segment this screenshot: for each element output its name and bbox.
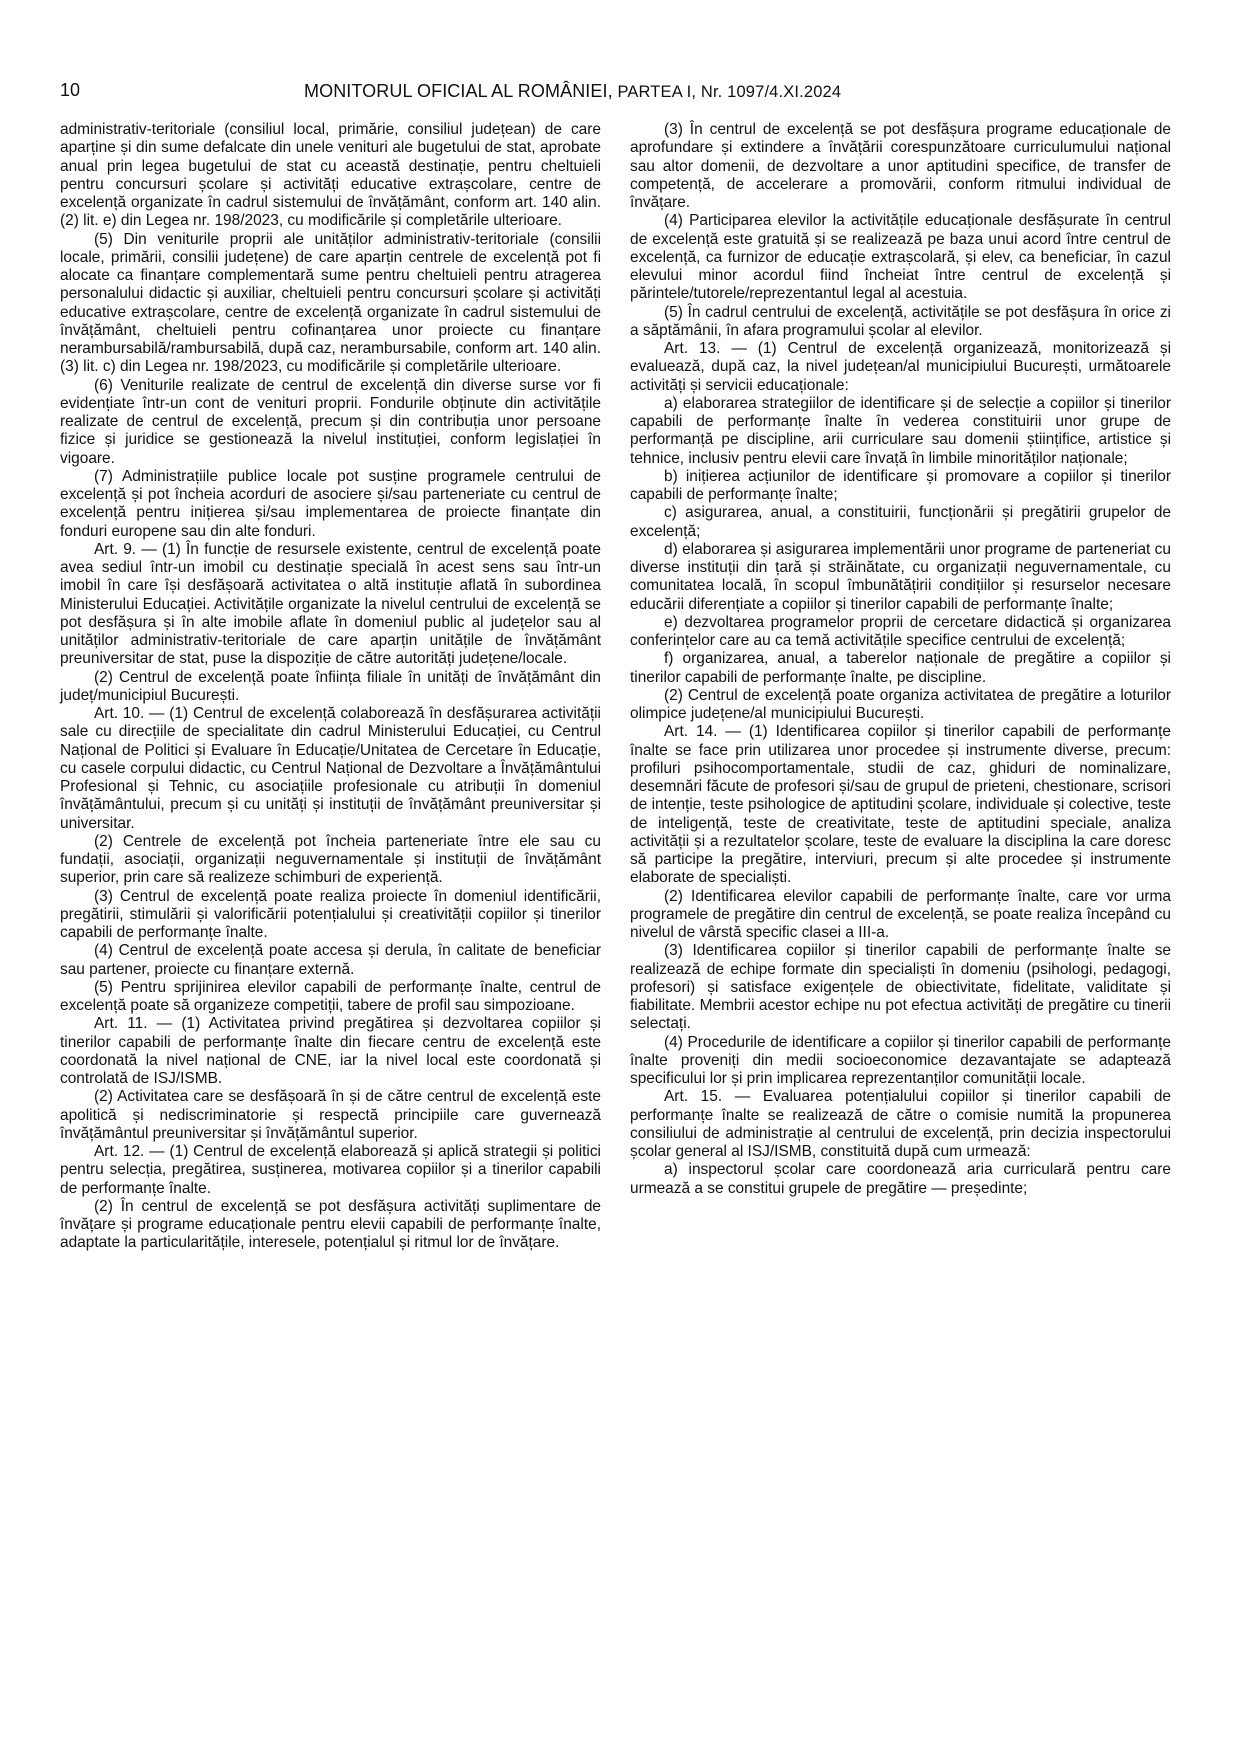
journal-title [304,80,841,103]
paragraph: (4) Procedurile de identificare a copiilor și tinerilor capabili de performanțe înalte proveniți din medii socioeconomice dezavantajate se adaptează specificului lor și prin implicarea reprezentanților comunității locale. [630,1033,1171,1087]
article-10: Art. 10. — (1) Centrul de excelență colaborează în desfășurarea activității sale cu direcțiile de specialitate din cadrul Ministerului Educației, cu Centrul Național de Politici și Evaluare în Educație/Unitatea de Cercetare în Educație, cu casele corpului didactic, cu Centrul Național de Dezvoltare a Învățământului Profesional și Tehnic, cu asociațiile profesionale cu atribuții în domeniul învățământului, precum și cu unități și instituții de învățământ preuniversitar și universitar. [60,705,601,832]
article-15: Art. 15. — Evaluarea potențialului copiilor și tinerilor capabili de performanțe înalte se realizează de către o comisie numită la propunerea consiliului de administrație al centrului de excelență, prin decizia inspectorului școlar general al ISJ/ISMB, constituită după cum urmează: [630,1088,1171,1160]
list-item: a) inspectorul școlar care coordonează aria curriculară pentru care urmează a se constitui grupele de pregătire — președinte; [630,1161,1171,1197]
paragraph: (6) Veniturile realizate de centrul de excelență din diverse surse vor fi evidențiate într-un cont de venituri proprii. Fondurile obținute din activitățile realizate de centrul de excelență, precum și din contribuția unor persoane fizice și juridice se gestionează la nivelul instituției, conform legislației în vigoare. [60,376,601,467]
paragraph: (4) Participarea elevilor la activitățile educaționale desfășurate în centrul de excelență este gratuită și se realizează pe baza unui acord între centrul de excelență, ca furnizor de educație extrașcolară, și elev, ca beneficiar, în cazul elevului minor acordul fiind încheiat între centrul de excelență și părintele/tutorele/reprezentantul legal al acestuia. [630,212,1171,303]
left-column [60,121,601,1253]
right-column [630,121,1171,1198]
list-item: f) organizarea, anual, a taberelor naționale de pregătire a copiilor și tinerilor capabili de performanțe înalte, pe discipline. [630,650,1171,686]
list-item: e) dezvoltarea programelor proprii de cercetare didactică și organizarea conferințelor care au ca temă activitățile specifice centrului de excelență; [630,613,1171,649]
issue-reference: PARTEA I, Nr. 1097/4.XI.2024 [617,83,842,101]
paragraph: (5) În cadrul centrului de excelență, activitățile se pot desfășura în orice zi a săptămânii, în afara programului școlar al elevilor. [630,303,1171,339]
paragraph: (2) În centrul de excelență se pot desfășura activități suplimentare de învățare și programe educaționale pentru elevii capabili de performanțe înalte, adaptate la particularitățile, interesele, potențialul și ritmul lor de învățare. [60,1197,601,1252]
publication-name: MONITORUL OFICIAL AL ROMÂNIEI, [304,81,613,101]
list-item: c) asigurarea, anual, a constituirii, funcționării și pregătirii grupelor de excelență; [630,504,1171,540]
list-item: b) inițierea acțiunilor de identificare și promovare a copiilor și tinerilor capabili de performanțe înalte; [630,467,1171,503]
paragraph: (3) Centrul de excelență poate realiza proiecte în domeniul identificării, pregătirii, stimulării și valorificării potențialului și creativității copiilor și tinerilor capabili de performanțe înalte. [60,887,601,941]
paragraph: (5) Din veniturile proprii ale unităților administrativ-teritoriale (consilii locale, primării, consilii județene) de care aparțin centrele de excelență pot fi alocate ca finanțare complementară sume pentru cheltuieli pentru atragerea personalului didactic și auxiliar, cheltuieli pentru concursuri școlare și activități educative extrașcolare, centre de excelență organizate în cadrul sistemului de învățământ, cheltuieli pentru cofinanțarea unor proiecte cu finanțare nerambursabilă/rambursabilă, după caz, nerambursabile, conform art. 140 alin. (3) lit. c) din Legea nr. 198/2023, cu modificările și completările ulterioare. [60,230,601,376]
list-item: a) elaborarea strategiilor de identificare și de selecție a copiilor și tinerilor capabili de performanțe înalte în vederea constituirii unor grupe de performanță pe discipline, arii curriculare sau domenii științifice, artistice și tehnice, inclusiv pentru elevii care învață în limbile minorităților naționale; [630,394,1171,467]
paragraph: (7) Administrațiile publice locale pot susține programele centrului de excelență și pot încheia acorduri de asociere și/sau parteneriate cu centrul de excelență pentru inițierea și/sau implementarea de proiecte finanțate din fonduri europene sau din alte fonduri. [60,467,601,540]
paragraph: (2) Activitatea care se desfășoară în și de către centrul de excelență este apolitică și nediscriminatorie și respectă principiile care guvernează învățământul preuniversitar și învățământul superior. [60,1088,601,1142]
article-9: Art. 9. — (1) În funcție de resursele existente, centrul de excelență poate avea sediul într-un imobil cu destinație specială în acest sens sau într-un imobil în care își desfășoară activitatea o altă instituție aflată în subordinea Ministerului Educației. Activitățile organizate la nivelul centrului de excelență se pot desfășura și în alte imobile aflate în domeniul public al județelor sau al unităților administrativ-teritoriale de care aparțin unitățile de învățământ preuniversitar de stat, puse la dispoziție de către autorități județene/locale. [60,540,601,668]
paragraph: (3) În centrul de excelență se pot desfășura programe educaționale de aprofundare și extindere a învățării corespunzătoare curriculumului național sau altor domenii, de dezvoltare a unor aptitudini specifice, de transfer de competență, de accelerare a promovării, conform ritmului individual de învățare. [630,121,1171,211]
article-11: Art. 11. — (1) Activitatea privind pregătirea și dezvoltarea copiilor și tinerilor capabili de performanțe înalte din fiecare centru de excelență este coordonată la nivel național de CNE, iar la nivel local este coordonată și controlată de ISJ/ISMB. [60,1015,601,1087]
article-13: Art. 13. — (1) Centrul de excelență organizează, monitorizează și evaluează, după caz, la nivel județean/al municipiului București, următoarele activități și servicii educaționale: [630,340,1171,394]
paragraph: (2) Identificarea elevilor capabili de performanțe înalte, care vor urma programele de pregătire din centrul de excelență, se poate realiza începând cu nivelul de vârstă specific clasei a III-a. [630,887,1171,941]
page-header [60,78,1200,104]
article-12: Art. 12. — (1) Centrul de excelență elaborează și aplică strategii și politici pentru selecția, pregătirea, susținerea, motivarea copiilor și a tinerilor capabili de performanțe înalte. [60,1143,601,1197]
paragraph: (2) Centrul de excelență poate înființa filiale în unități de învățământ din județ/municipiul București. [60,668,601,704]
paragraph: (2) Centrele de excelență pot încheia parteneriate între ele sau cu fundații, asociații, organizații neguvernamentale și instituții de învățământ superior, prin care să realizeze schimburi de experiență. [60,832,601,887]
paragraph: (2) Centrul de excelență poate organiza activitatea de pregătire a loturilor olimpice județene/al municipiului București. [630,686,1171,722]
paragraph: (5) Pentru sprijinirea elevilor capabili de performanțe înalte, centrul de excelență poate să organizeze competiții, tabere de profil sau simpozioane. [60,978,601,1014]
paragraph: (4) Centrul de excelență poate accesa și derula, în calitate de beneficiar sau partener, proiecte cu finanțare externă. [60,942,601,978]
paragraph: administrativ-teritoriale (consiliul local, primărie, consiliul județean) de care aparține și din sume defalcate din unele venituri ale bugetului de stat, aprobate anual prin legea bugetului de stat cu această destinație, pentru cheltuieli pentru concursuri școlare și activități educative extrașcolare, centre de excelență organizate în cadrul sistemului de învățământ, conform art. 140 alin. (2) lit. e) din Legea nr. 198/2023, cu modificările și completările ulterioare. [60,121,601,230]
paragraph: (3) Identificarea copiilor și tinerilor capabili de performanțe înalte se realizează de echipe formate din specialiști în domeniu (psihologi, pedagogi, profesori) și satisface exigențele de obiectivitate, fidelitate, validitate și fiabilitate. Membrii acestor echipe nu pot efectua activități de pregătire cu tinerii selectați. [630,942,1171,1033]
article-14: Art. 14. — (1) Identificarea copiilor și tinerilor capabili de performanțe înalte se face prin utilizarea unor procedee și instrumente diverse, precum: profiluri psihocomportamentale, studii de caz, ghiduri de nominalizare, desemnări făcute de profesori și/sau de grupul de prieteni, chestionare, scrisori de intenție, teste psihologice de aptitudini școlare, individuale și colective, teste de inteligență, teste de creativitate, teste de aptitudini speciale, analiza activității și a rezultatelor școlare, teste de evaluare la disciplina la care doresc să participe la pregătire, interviuri, precum și alte procedee și instrumente elaborate de specialiști. [630,723,1171,887]
page-number: 10 [60,80,81,100]
list-item: d) elaborarea și asigurarea implementării unor programe de parteneriat cu diverse instituții din țară și străinătate, cu organizații neguvernamentale, cu comunitatea locală, în scopul îmbunătățirii condițiilor și resurselor necesare educării diferențiate a copiilor și tinerilor capabili de performanțe înalte; [630,540,1171,613]
